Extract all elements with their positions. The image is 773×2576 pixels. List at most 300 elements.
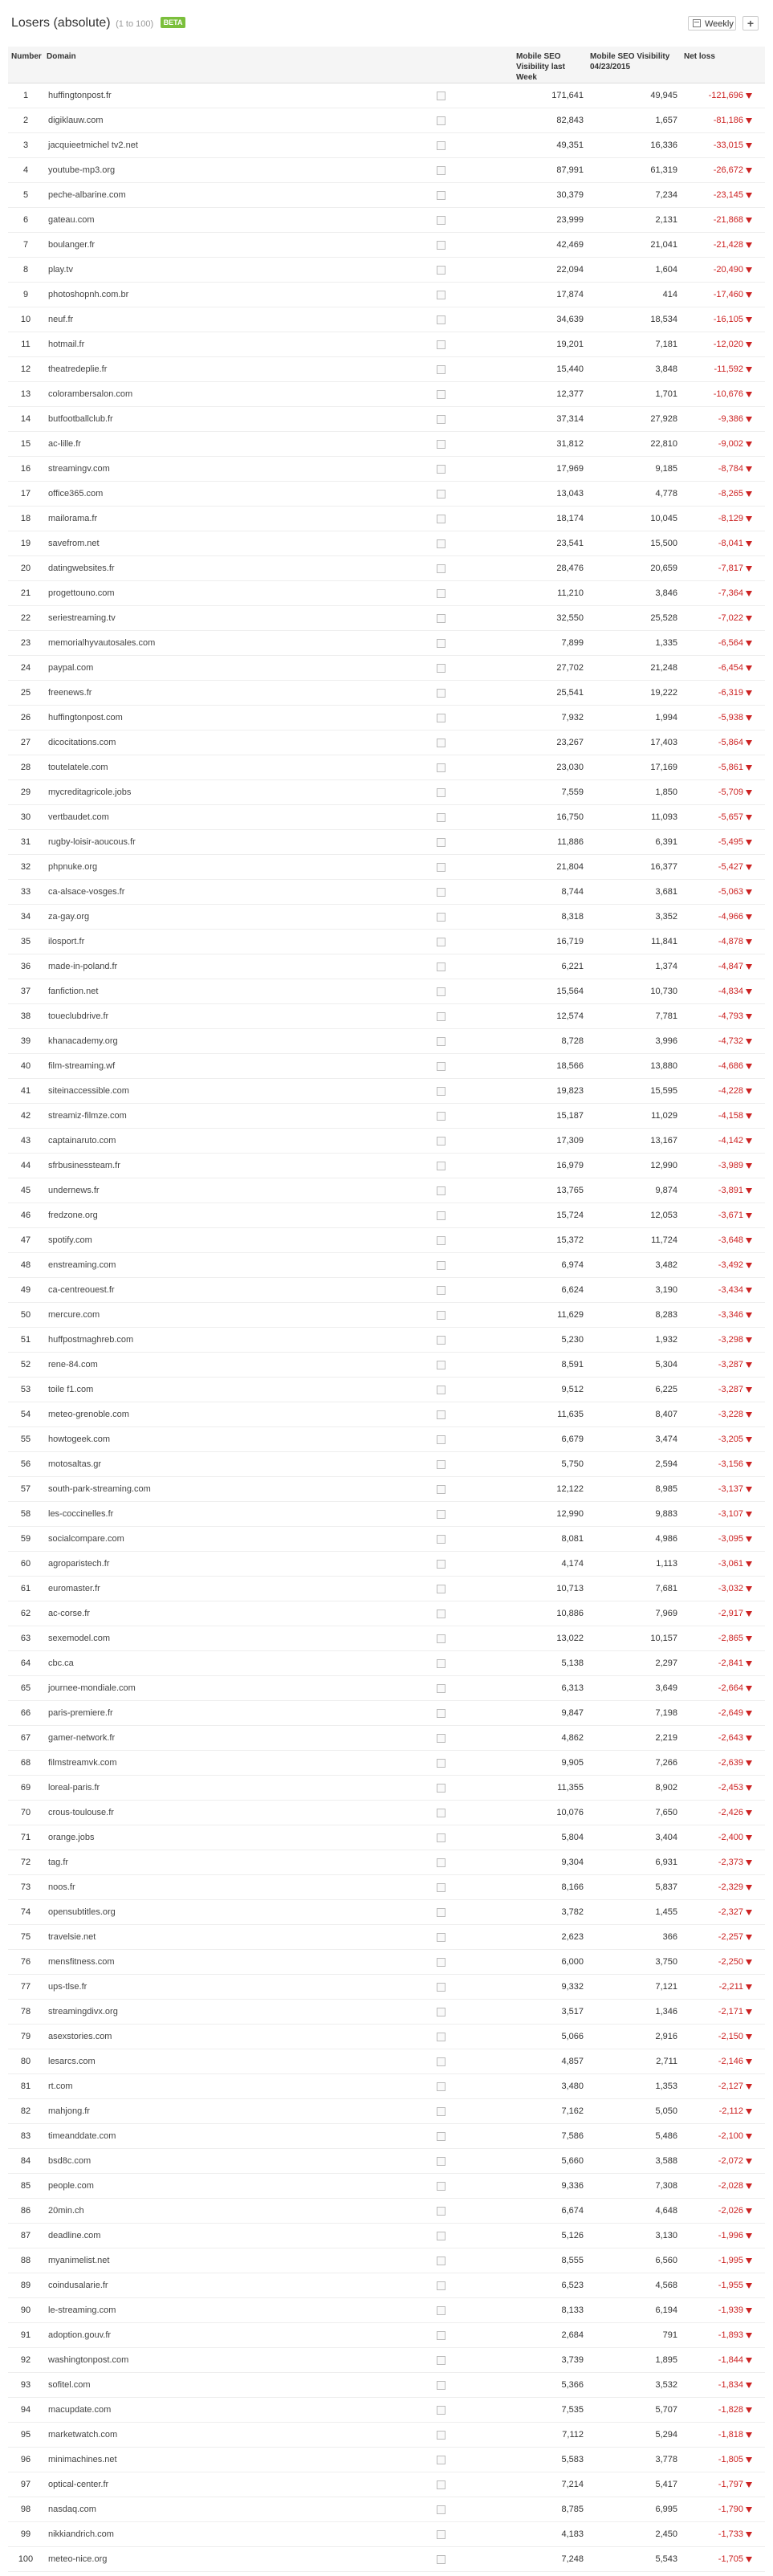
row-domain[interactable]: gateau.com xyxy=(43,208,368,233)
row-domain[interactable]: bsd8c.com xyxy=(43,2149,368,2174)
row-domain[interactable]: enstreaming.com xyxy=(43,1253,368,1278)
row-domain[interactable]: motosaltas.gr xyxy=(43,1452,368,1477)
row-select-checkbox[interactable] xyxy=(368,631,513,656)
row-domain[interactable]: marketwatch.com xyxy=(43,2423,368,2448)
row-visibility-current: 1,455 xyxy=(587,1900,681,1925)
row-domain[interactable]: huffpostmaghreb.com xyxy=(43,1328,368,1353)
row-select-checkbox[interactable] xyxy=(368,2174,513,2199)
row-domain[interactable]: made-in-poland.fr xyxy=(43,954,368,979)
checkbox-icon xyxy=(437,1759,445,1768)
row-select-checkbox[interactable] xyxy=(368,979,513,1004)
row-domain[interactable]: mensfitness.com xyxy=(43,1950,368,1975)
row-select-checkbox[interactable] xyxy=(368,233,513,258)
row-domain[interactable]: progettouno.com xyxy=(43,581,368,606)
row-domain[interactable]: rene-84.com xyxy=(43,1353,368,1378)
row-select-checkbox[interactable] xyxy=(368,1577,513,1601)
row-select-checkbox[interactable] xyxy=(368,1129,513,1154)
row-select-checkbox[interactable] xyxy=(368,307,513,332)
row-domain[interactable]: ca-alsace-vosges.fr xyxy=(43,880,368,905)
row-domain[interactable]: streamingdivx.org xyxy=(43,2000,368,2025)
row-domain[interactable]: toutelatele.com xyxy=(43,755,368,780)
row-domain[interactable]: huffingtonpost.fr xyxy=(43,83,368,108)
row-domain[interactable]: ups-tlse.fr xyxy=(43,1975,368,2000)
row-select-checkbox[interactable] xyxy=(368,2074,513,2099)
row-select-checkbox[interactable] xyxy=(368,1402,513,1427)
row-domain[interactable]: agroparistech.fr xyxy=(43,1552,368,1577)
row-select-checkbox[interactable] xyxy=(368,780,513,805)
row-select-checkbox[interactable] xyxy=(368,2497,513,2522)
row-visibility-last-week: 7,899 xyxy=(513,631,587,656)
row-domain[interactable]: film-streaming.wf xyxy=(43,1054,368,1079)
row-select-checkbox[interactable] xyxy=(368,482,513,507)
row-visibility-current: 3,474 xyxy=(587,1427,681,1452)
row-select-checkbox[interactable] xyxy=(368,83,513,108)
row-domain[interactable]: savefrom.net xyxy=(43,531,368,556)
row-net-loss xyxy=(681,1104,765,1129)
row-net-loss xyxy=(681,1353,765,1378)
row-visibility-current: 3,649 xyxy=(587,1676,681,1701)
row-select-checkbox[interactable] xyxy=(368,1502,513,1527)
header-visibility-last-week[interactable]: Mobile SEO Visibility last Week xyxy=(513,47,587,83)
row-select-checkbox[interactable] xyxy=(368,656,513,681)
header-visibility-current[interactable]: Mobile SEO Visibility 04/23/2015 xyxy=(587,47,681,83)
row-domain[interactable]: howtogeek.com xyxy=(43,1427,368,1452)
net-loss-value: -3,492 xyxy=(718,1260,743,1270)
row-visibility-last-week: 9,905 xyxy=(513,1751,587,1776)
row-domain[interactable]: myanimelist.net xyxy=(43,2248,368,2273)
row-select-checkbox[interactable] xyxy=(368,1527,513,1552)
row-net-loss xyxy=(681,1154,765,1178)
row-select-checkbox[interactable] xyxy=(368,2373,513,2398)
row-domain[interactable]: vertbaudet.com xyxy=(43,805,368,830)
row-domain[interactable]: lesarcs.com xyxy=(43,2049,368,2074)
row-select-checkbox[interactable] xyxy=(368,2522,513,2547)
net-loss-value: -8,784 xyxy=(718,464,743,474)
row-select-checkbox[interactable] xyxy=(368,730,513,755)
row-domain[interactable]: les-coccinelles.fr xyxy=(43,1502,368,1527)
row-select-checkbox[interactable] xyxy=(368,2323,513,2348)
row-domain[interactable]: people.com xyxy=(43,2174,368,2199)
row-domain[interactable]: play.tv xyxy=(43,258,368,283)
row-domain[interactable]: meteo-nice.org xyxy=(43,2547,368,2572)
row-domain[interactable]: colorambersalon.com xyxy=(43,382,368,407)
row-domain[interactable]: streamiz-filmze.com xyxy=(43,1104,368,1129)
arrow-down-icon xyxy=(746,889,752,895)
table-row xyxy=(8,1900,765,1925)
row-domain[interactable]: ca-centreouest.fr xyxy=(43,1278,368,1303)
table-body xyxy=(8,83,765,2572)
arrow-down-icon xyxy=(746,665,752,671)
row-select-checkbox[interactable] xyxy=(368,1228,513,1253)
row-domain[interactable]: undernews.fr xyxy=(43,1178,368,1203)
row-domain[interactable]: travelsie.net xyxy=(43,1925,368,1950)
header-number[interactable]: Number xyxy=(8,47,43,83)
row-select-checkbox[interactable] xyxy=(368,2099,513,2124)
row-domain[interactable]: office365.com xyxy=(43,482,368,507)
row-select-checkbox[interactable] xyxy=(368,880,513,905)
row-select-checkbox[interactable] xyxy=(368,1925,513,1950)
row-domain[interactable]: paris-premiere.fr xyxy=(43,1701,368,1726)
row-select-checkbox[interactable] xyxy=(368,1054,513,1079)
row-net-loss xyxy=(681,631,765,656)
row-domain[interactable]: datingwebsites.fr xyxy=(43,556,368,581)
row-number: 50 xyxy=(8,1303,43,1328)
row-net-loss xyxy=(681,606,765,631)
row-visibility-current: 9,185 xyxy=(587,457,681,482)
arrow-down-icon xyxy=(746,1835,752,1841)
table-row xyxy=(8,2547,765,2572)
row-select-checkbox[interactable] xyxy=(368,1477,513,1502)
row-select-checkbox[interactable] xyxy=(368,1004,513,1029)
row-select-checkbox[interactable] xyxy=(368,2298,513,2323)
row-select-checkbox[interactable] xyxy=(368,2124,513,2149)
row-domain[interactable]: deadline.com xyxy=(43,2224,368,2248)
row-domain[interactable]: butfootballclub.fr xyxy=(43,407,368,432)
table-row xyxy=(8,780,765,805)
row-select-checkbox[interactable] xyxy=(368,755,513,780)
row-domain[interactable]: ac-lille.fr xyxy=(43,432,368,457)
row-net-loss xyxy=(681,1950,765,1975)
row-select-checkbox[interactable] xyxy=(368,830,513,855)
row-select-checkbox[interactable] xyxy=(368,332,513,357)
row-net-loss xyxy=(681,1850,765,1875)
row-number: 51 xyxy=(8,1328,43,1353)
row-select-checkbox[interactable] xyxy=(368,930,513,954)
row-visibility-current: 6,194 xyxy=(587,2298,681,2323)
table-row xyxy=(8,805,765,830)
row-domain[interactable]: filmstreamvk.com xyxy=(43,1751,368,1776)
net-loss-value: -2,917 xyxy=(718,1609,743,1618)
arrow-down-icon xyxy=(746,193,752,198)
row-domain[interactable]: toueclubdrive.fr xyxy=(43,1004,368,1029)
row-select-checkbox[interactable] xyxy=(368,1726,513,1751)
row-domain[interactable]: phpnuke.org xyxy=(43,855,368,880)
row-select-checkbox[interactable] xyxy=(368,2547,513,2572)
row-domain[interactable]: meteo-grenoble.com xyxy=(43,1402,368,1427)
row-domain[interactable]: spotify.com xyxy=(43,1228,368,1253)
row-number: 83 xyxy=(8,2124,43,2149)
row-domain[interactable]: nasdaq.com xyxy=(43,2497,368,2522)
expand-button[interactable]: + xyxy=(742,16,759,31)
row-domain[interactable]: macupdate.com xyxy=(43,2398,368,2423)
row-domain[interactable]: orange.jobs xyxy=(43,1825,368,1850)
row-select-checkbox[interactable] xyxy=(368,1751,513,1776)
row-domain[interactable]: ac-corse.fr xyxy=(43,1601,368,1626)
row-domain[interactable]: journee-mondiale.com xyxy=(43,1676,368,1701)
row-net-loss xyxy=(681,2448,765,2472)
row-domain[interactable]: mycreditagricole.jobs xyxy=(43,780,368,805)
row-select-checkbox[interactable] xyxy=(368,805,513,830)
table-row xyxy=(8,1004,765,1029)
net-loss-value: -2,028 xyxy=(718,2181,743,2191)
row-select-checkbox[interactable] xyxy=(368,1626,513,1651)
row-visibility-last-week: 16,750 xyxy=(513,805,587,830)
row-domain[interactable]: toile f1.com xyxy=(43,1378,368,1402)
row-domain[interactable]: optical-center.fr xyxy=(43,2472,368,2497)
period-selector[interactable] xyxy=(688,16,736,31)
row-select-checkbox[interactable] xyxy=(368,681,513,706)
row-select-checkbox[interactable] xyxy=(368,2199,513,2224)
row-select-checkbox[interactable] xyxy=(368,2423,513,2448)
row-domain[interactable]: minimachines.net xyxy=(43,2448,368,2472)
row-select-checkbox[interactable] xyxy=(368,905,513,930)
checkbox-icon xyxy=(437,2132,445,2141)
row-domain[interactable]: peche-albarine.com xyxy=(43,183,368,208)
net-loss-value: -4,834 xyxy=(718,987,743,996)
table-row xyxy=(8,2348,765,2373)
row-select-checkbox[interactable] xyxy=(368,1825,513,1850)
arrow-down-icon xyxy=(746,93,752,99)
row-domain[interactable]: tag.fr xyxy=(43,1850,368,1875)
net-loss-value: -5,495 xyxy=(718,837,743,847)
row-domain[interactable]: huffingtonpost.com xyxy=(43,706,368,730)
net-loss-value: -4,847 xyxy=(718,962,743,971)
table-row xyxy=(8,1353,765,1378)
table-row xyxy=(8,2149,765,2174)
row-domain[interactable]: youtube-mp3.org xyxy=(43,158,368,183)
row-visibility-current: 5,050 xyxy=(587,2099,681,2124)
row-number: 64 xyxy=(8,1651,43,1676)
row-domain[interactable]: captainaruto.com xyxy=(43,1129,368,1154)
row-domain[interactable]: digiklauw.com xyxy=(43,108,368,133)
row-number: 29 xyxy=(8,780,43,805)
row-visibility-current: 366 xyxy=(587,1925,681,1950)
row-domain[interactable]: paypal.com xyxy=(43,656,368,681)
row-select-checkbox[interactable] xyxy=(368,1104,513,1129)
row-net-loss xyxy=(681,656,765,681)
row-domain[interactable]: euromaster.fr xyxy=(43,1577,368,1601)
row-domain[interactable]: photoshopnh.com.br xyxy=(43,283,368,307)
checkbox-icon xyxy=(437,2356,445,2365)
row-domain[interactable]: sfrbusinessteam.fr xyxy=(43,1154,368,1178)
arrow-down-icon xyxy=(746,1586,752,1592)
row-select-checkbox[interactable] xyxy=(368,1328,513,1353)
row-domain[interactable]: sofitel.com xyxy=(43,2373,368,2398)
row-number: 39 xyxy=(8,1029,43,1054)
row-net-loss xyxy=(681,2174,765,2199)
row-select-checkbox[interactable] xyxy=(368,1776,513,1801)
row-select-checkbox[interactable] xyxy=(368,1975,513,2000)
row-domain[interactable]: mailorama.fr xyxy=(43,507,368,531)
net-loss-value: -2,100 xyxy=(718,2131,743,2141)
header-domain[interactable]: Domain xyxy=(43,47,368,83)
row-select-checkbox[interactable] xyxy=(368,2149,513,2174)
row-select-checkbox[interactable] xyxy=(368,357,513,382)
row-net-loss xyxy=(681,780,765,805)
row-domain[interactable]: nikkiandrich.com xyxy=(43,2522,368,2547)
row-select-checkbox[interactable] xyxy=(368,706,513,730)
row-select-checkbox[interactable] xyxy=(368,1427,513,1452)
row-domain[interactable]: mercure.com xyxy=(43,1303,368,1328)
row-select-checkbox[interactable] xyxy=(368,1353,513,1378)
row-number: 90 xyxy=(8,2298,43,2323)
checkbox-icon xyxy=(437,2033,445,2041)
row-domain[interactable]: fanfiction.net xyxy=(43,979,368,1004)
row-domain[interactable]: sexemodel.com xyxy=(43,1626,368,1651)
row-domain[interactable]: mahjong.fr xyxy=(43,2099,368,2124)
row-domain[interactable]: le-streaming.com xyxy=(43,2298,368,2323)
row-select-checkbox[interactable] xyxy=(368,1303,513,1328)
row-select-checkbox[interactable] xyxy=(368,2224,513,2248)
row-net-loss xyxy=(681,1751,765,1776)
row-select-checkbox[interactable] xyxy=(368,1278,513,1303)
row-domain[interactable]: cbc.ca xyxy=(43,1651,368,1676)
row-domain[interactable]: jacquieetmichel tv2.net xyxy=(43,133,368,158)
row-select-checkbox[interactable] xyxy=(368,1676,513,1701)
row-select-checkbox[interactable] xyxy=(368,432,513,457)
arrow-down-icon xyxy=(746,1462,752,1467)
row-select-checkbox[interactable] xyxy=(368,531,513,556)
row-net-loss xyxy=(681,1402,765,1427)
row-select-checkbox[interactable] xyxy=(368,1378,513,1402)
row-select-checkbox[interactable] xyxy=(368,1601,513,1626)
row-select-checkbox[interactable] xyxy=(368,2472,513,2497)
row-domain[interactable]: dicocitations.com xyxy=(43,730,368,755)
row-select-checkbox[interactable] xyxy=(368,1701,513,1726)
row-select-checkbox[interactable] xyxy=(368,457,513,482)
row-select-checkbox[interactable] xyxy=(368,2025,513,2049)
row-domain[interactable]: ilosport.fr xyxy=(43,930,368,954)
row-visibility-last-week: 7,932 xyxy=(513,706,587,730)
arrow-down-icon xyxy=(746,392,752,397)
row-select-checkbox[interactable] xyxy=(368,1950,513,1975)
checkbox-icon xyxy=(437,2182,445,2191)
row-select-checkbox[interactable] xyxy=(368,581,513,606)
row-select-checkbox[interactable] xyxy=(368,2448,513,2472)
arrow-down-icon xyxy=(746,143,752,149)
row-net-loss xyxy=(681,1328,765,1353)
row-select-checkbox[interactable] xyxy=(368,133,513,158)
row-domain[interactable]: socialcompare.com xyxy=(43,1527,368,1552)
row-select-checkbox[interactable] xyxy=(368,2273,513,2298)
row-domain[interactable]: rt.com xyxy=(43,2074,368,2099)
row-select-checkbox[interactable] xyxy=(368,1203,513,1228)
row-select-checkbox[interactable] xyxy=(368,1875,513,1900)
row-select-checkbox[interactable] xyxy=(368,556,513,581)
row-visibility-current: 5,543 xyxy=(587,2547,681,2572)
row-select-checkbox[interactable] xyxy=(368,382,513,407)
row-select-checkbox[interactable] xyxy=(368,1801,513,1825)
net-loss-value: -2,250 xyxy=(718,1957,743,1967)
row-number: 35 xyxy=(8,930,43,954)
row-domain[interactable]: rugby-loisir-aoucous.fr xyxy=(43,830,368,855)
row-select-checkbox[interactable] xyxy=(368,183,513,208)
row-visibility-current: 27,928 xyxy=(587,407,681,432)
row-domain[interactable]: khanacademy.org xyxy=(43,1029,368,1054)
row-visibility-last-week: 19,823 xyxy=(513,1079,587,1104)
row-domain[interactable]: theatredeplie.fr xyxy=(43,357,368,382)
row-select-checkbox[interactable] xyxy=(368,2348,513,2373)
row-select-checkbox[interactable] xyxy=(368,855,513,880)
row-net-loss xyxy=(681,855,765,880)
row-visibility-current: 9,883 xyxy=(587,1502,681,1527)
row-visibility-current: 3,482 xyxy=(587,1253,681,1278)
row-visibility-last-week: 15,564 xyxy=(513,979,587,1004)
row-net-loss xyxy=(681,208,765,233)
row-domain[interactable]: coindusalarie.fr xyxy=(43,2273,368,2298)
row-select-checkbox[interactable] xyxy=(368,507,513,531)
row-visibility-last-week: 11,629 xyxy=(513,1303,587,1328)
row-select-checkbox[interactable] xyxy=(368,108,513,133)
row-visibility-last-week: 8,591 xyxy=(513,1353,587,1378)
row-select-checkbox[interactable] xyxy=(368,208,513,233)
checkbox-icon xyxy=(437,564,445,573)
row-domain[interactable]: 20min.ch xyxy=(43,2199,368,2224)
row-select-checkbox[interactable] xyxy=(368,1850,513,1875)
row-select-checkbox[interactable] xyxy=(368,1154,513,1178)
row-visibility-last-week: 9,847 xyxy=(513,1701,587,1726)
row-domain[interactable]: neuf.fr xyxy=(43,307,368,332)
row-domain[interactable]: streamingv.com xyxy=(43,457,368,482)
row-net-loss xyxy=(681,880,765,905)
row-visibility-current: 791 xyxy=(587,2323,681,2348)
row-select-checkbox[interactable] xyxy=(368,1253,513,1278)
checkbox-icon xyxy=(437,1734,445,1743)
row-domain[interactable]: memorialhyvautosales.com xyxy=(43,631,368,656)
arrow-down-icon xyxy=(746,2358,752,2363)
arrow-down-icon xyxy=(746,1387,752,1393)
table-row xyxy=(8,1378,765,1402)
row-select-checkbox[interactable] xyxy=(368,1178,513,1203)
net-loss-value: -2,649 xyxy=(718,1708,743,1718)
row-domain[interactable]: gamer-network.fr xyxy=(43,1726,368,1751)
row-domain[interactable]: opensubtitles.org xyxy=(43,1900,368,1925)
row-domain[interactable]: boulanger.fr xyxy=(43,233,368,258)
row-select-checkbox[interactable] xyxy=(368,258,513,283)
row-domain[interactable]: loreal-paris.fr xyxy=(43,1776,368,1801)
row-domain[interactable]: asexstories.com xyxy=(43,2025,368,2049)
checkbox-icon xyxy=(437,2431,445,2440)
row-select-checkbox[interactable] xyxy=(368,1651,513,1676)
row-select-checkbox[interactable] xyxy=(368,1029,513,1054)
row-select-checkbox[interactable] xyxy=(368,2049,513,2074)
row-net-loss xyxy=(681,2000,765,2025)
row-visibility-last-week: 8,744 xyxy=(513,880,587,905)
table-row xyxy=(8,2099,765,2124)
arrow-down-icon xyxy=(746,1661,752,1666)
row-net-loss xyxy=(681,531,765,556)
row-visibility-current: 3,996 xyxy=(587,1029,681,1054)
row-domain[interactable]: washingtonpost.com xyxy=(43,2348,368,2373)
row-domain[interactable]: hotmail.fr xyxy=(43,332,368,357)
row-select-checkbox[interactable] xyxy=(368,158,513,183)
row-domain[interactable]: south-park-streaming.com xyxy=(43,1477,368,1502)
row-domain[interactable]: freenews.fr xyxy=(43,681,368,706)
row-select-checkbox[interactable] xyxy=(368,954,513,979)
header-net-loss[interactable]: Net loss xyxy=(681,47,765,83)
arrow-down-icon xyxy=(746,1437,752,1443)
row-select-checkbox[interactable] xyxy=(368,407,513,432)
row-select-checkbox[interactable] xyxy=(368,2398,513,2423)
row-select-checkbox[interactable] xyxy=(368,606,513,631)
row-domain[interactable]: siteinaccessible.com xyxy=(43,1079,368,1104)
row-domain[interactable]: fredzone.org xyxy=(43,1203,368,1228)
row-select-checkbox[interactable] xyxy=(368,2000,513,2025)
row-select-checkbox[interactable] xyxy=(368,1900,513,1925)
row-domain[interactable]: timeanddate.com xyxy=(43,2124,368,2149)
row-domain[interactable]: seriestreaming.tv xyxy=(43,606,368,631)
row-domain[interactable]: crous-toulouse.fr xyxy=(43,1801,368,1825)
row-select-checkbox[interactable] xyxy=(368,1079,513,1104)
row-select-checkbox[interactable] xyxy=(368,1552,513,1577)
row-select-checkbox[interactable] xyxy=(368,2248,513,2273)
row-domain[interactable]: adoption.gouv.fr xyxy=(43,2323,368,2348)
row-domain[interactable]: noos.fr xyxy=(43,1875,368,1900)
net-loss-value: -4,686 xyxy=(718,1061,743,1071)
row-domain[interactable]: za-gay.org xyxy=(43,905,368,930)
row-select-checkbox[interactable] xyxy=(368,1452,513,1477)
row-select-checkbox[interactable] xyxy=(368,283,513,307)
